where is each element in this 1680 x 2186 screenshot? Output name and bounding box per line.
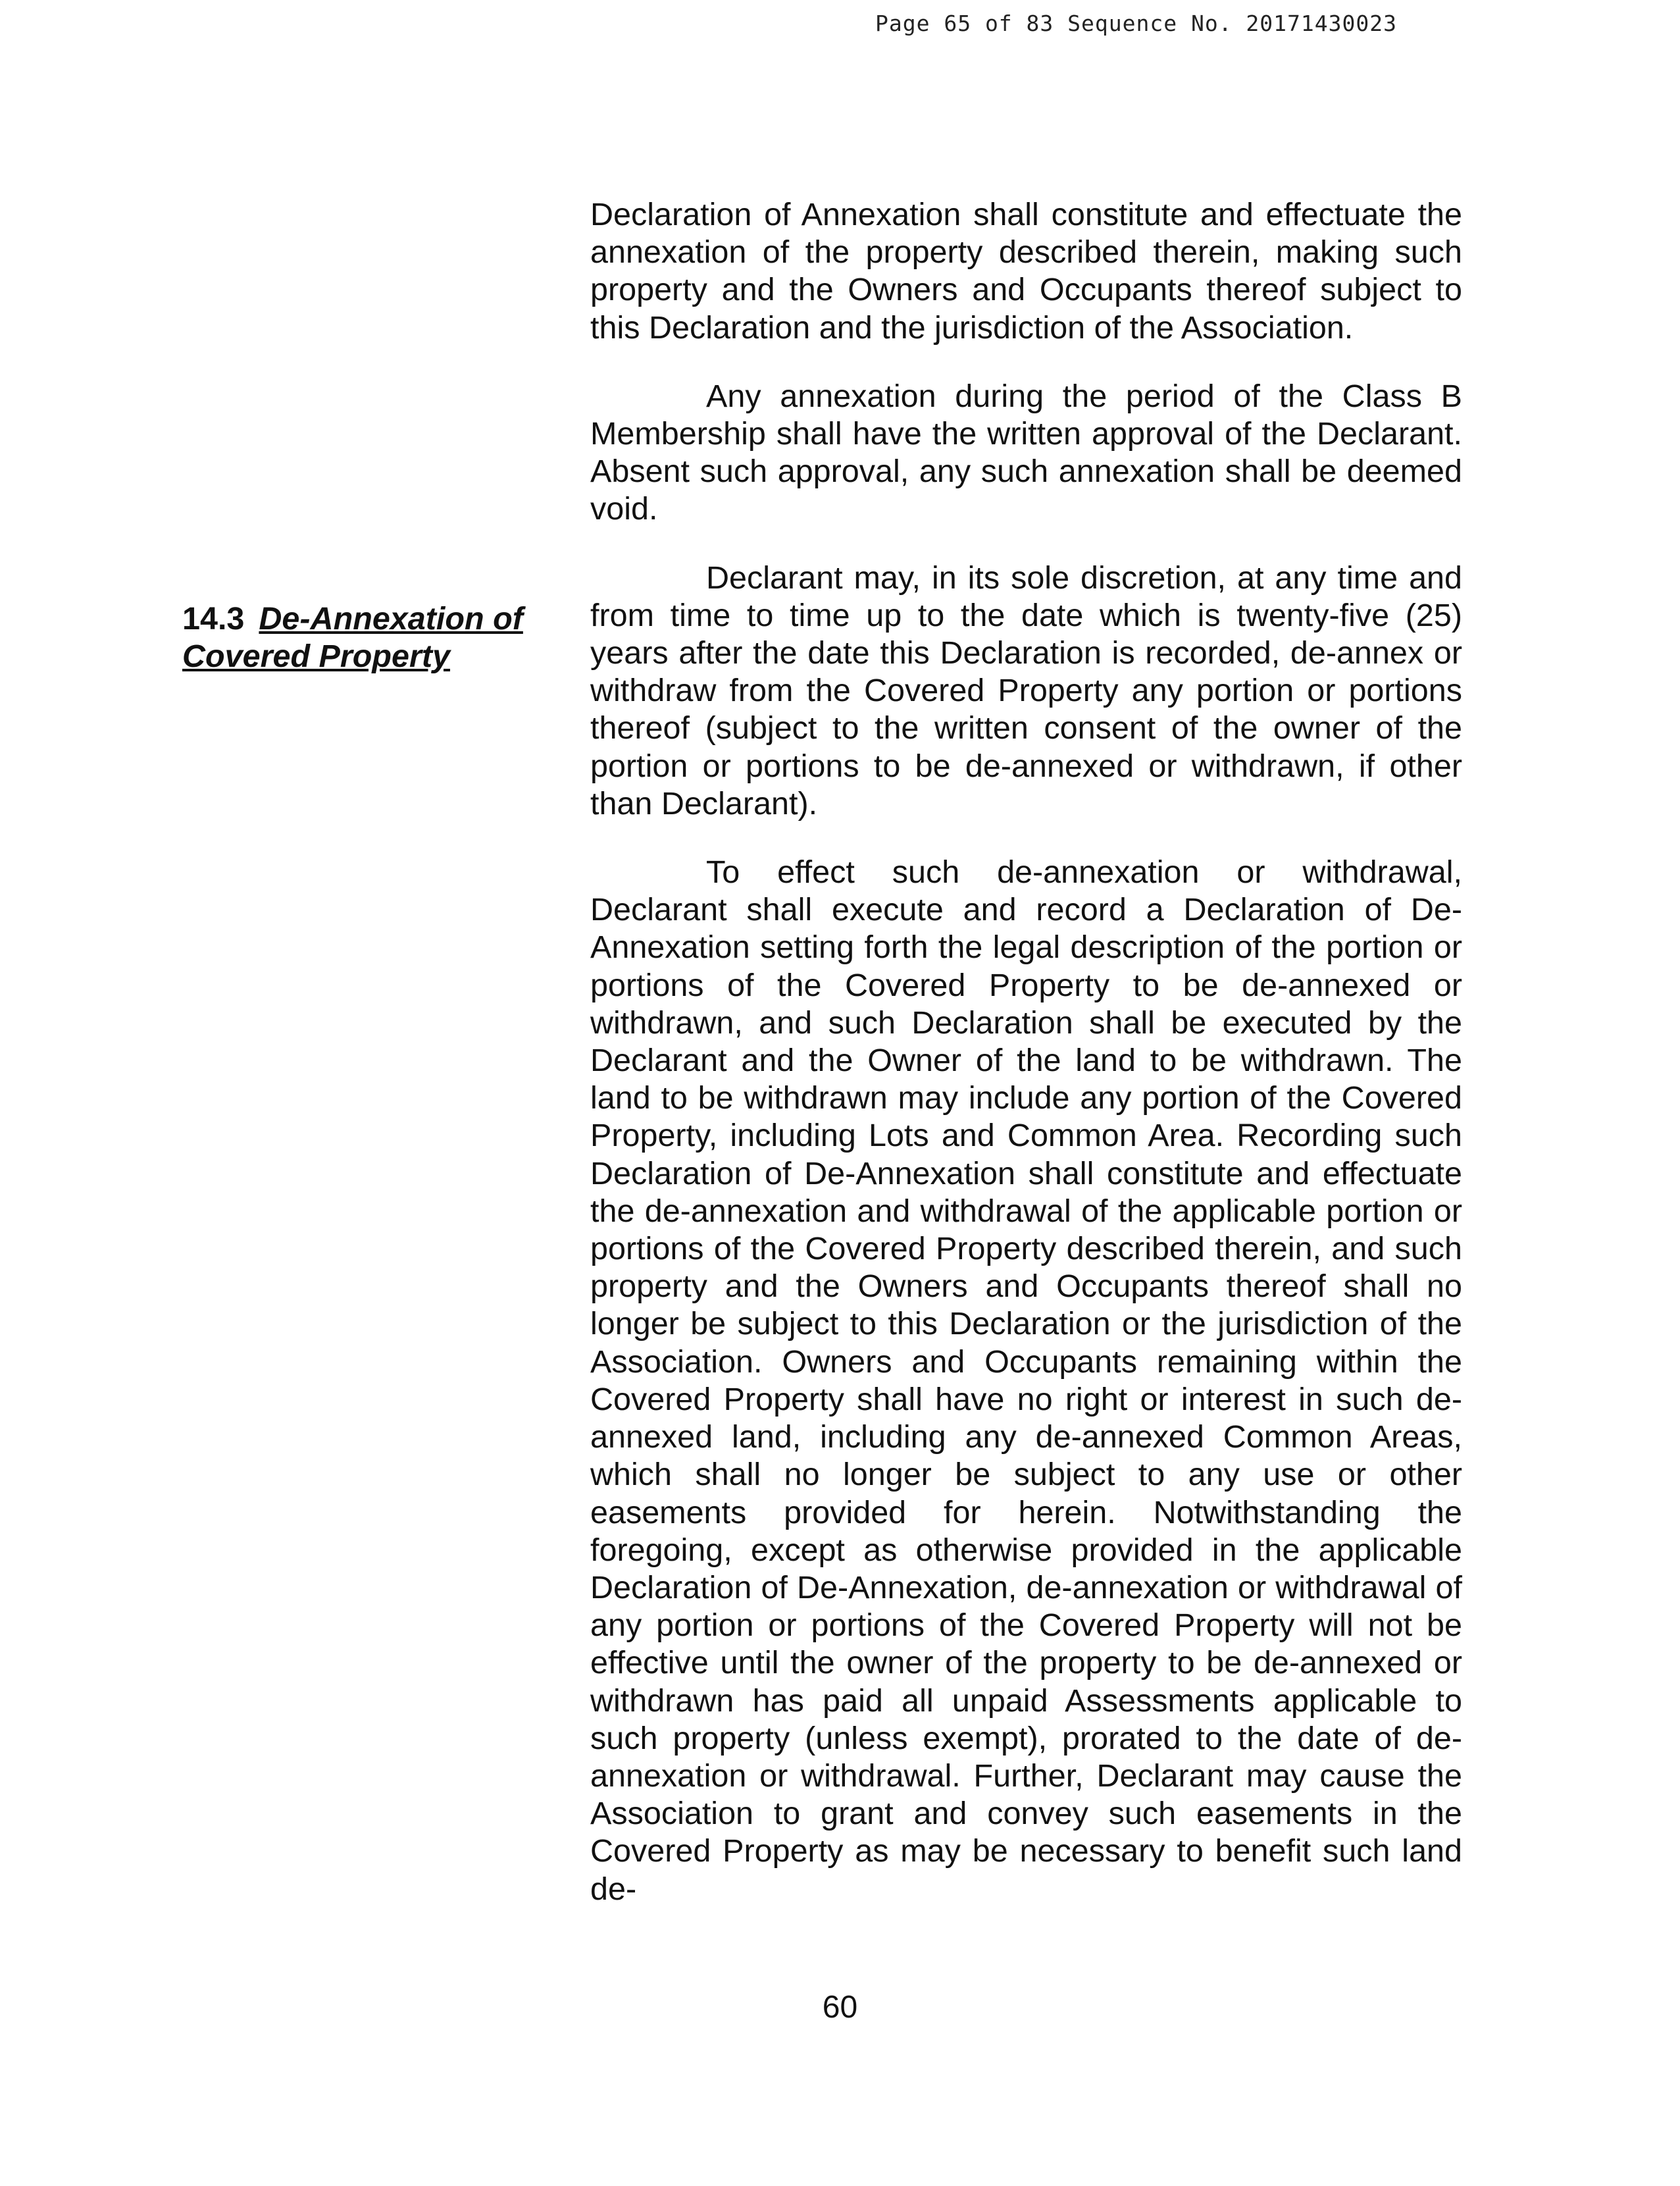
section-heading bbox=[182, 600, 564, 675]
paragraph: Declarant may, in its sole discretion, at any time and from time to time up to the date which is twenty-five (25) years after the date this Declaration is recorded, de-annex or withdraw from the Covered Property any portion or portions thereof (subject to the written consent of the owner of the portion or portions to be de-annexed or withdrawn, if other than Declarant). bbox=[590, 560, 1462, 821]
body-text bbox=[590, 196, 1462, 1939]
page-number: 60 bbox=[822, 1990, 858, 2025]
section-title: De-Annexation of Covered Property bbox=[182, 601, 523, 674]
section-number: 14.3 bbox=[182, 601, 245, 637]
paragraph: To effect such de-annexation or withdrawal, Declarant shall execute and record a Declaration of De-Annexation setting forth the legal description of the portion or portions of the Covered Property to be de-annexed or withdrawn, and such Declaration shall be executed by the Declarant and the Owner of the land to be withdrawn. The land to be withdrawn may include any portion of the Covered Property, including Lots and Common Area. Recording such Declaration of De-Annexation shall constitute and effectuate the de-annexation and withdrawal of the applicable portion or portions of the Covered Property described therein, and such property and the Owners and Occupants thereof shall no longer be subject to this Declaration or the jurisdiction of the Association. Owners and Occupants remaining within the Covered Property shall have no right or interest in such de-annexed land, including any de-annexed Common Areas, which shall no longer be subject to any use or other easements provided for herein. Notwithstanding the foregoing, except as otherwise provided in the applicable Declaration of De-Annexation, de-annexation or withdrawal of any portion or portions of the Covered Property will not be effective until the owner of the property to be de-annexed or withdrawn has paid all unpaid Assessments applicable to such property (unless exempt), prorated to the date of de-annexation or withdrawal. Further, Declarant may cause the Association to grant and convey such easements in the Covered Property as may be necessary to benefit such land de- bbox=[590, 854, 1462, 1907]
page-header: Page 65 of 83 Sequence No. 20171430023 bbox=[875, 11, 1397, 36]
paragraph: Declaration of Annexation shall constitute and effectuate the annexation of the property described therein, making such property and the Owners and Occupants thereof subject to this Declaration and the jurisdiction of the Association. bbox=[590, 197, 1462, 346]
paragraph: Any annexation during the period of the Class B Membership shall have the written approval of the Declarant. Absent such approval, any such annexation shall be deemed void. bbox=[590, 378, 1462, 527]
